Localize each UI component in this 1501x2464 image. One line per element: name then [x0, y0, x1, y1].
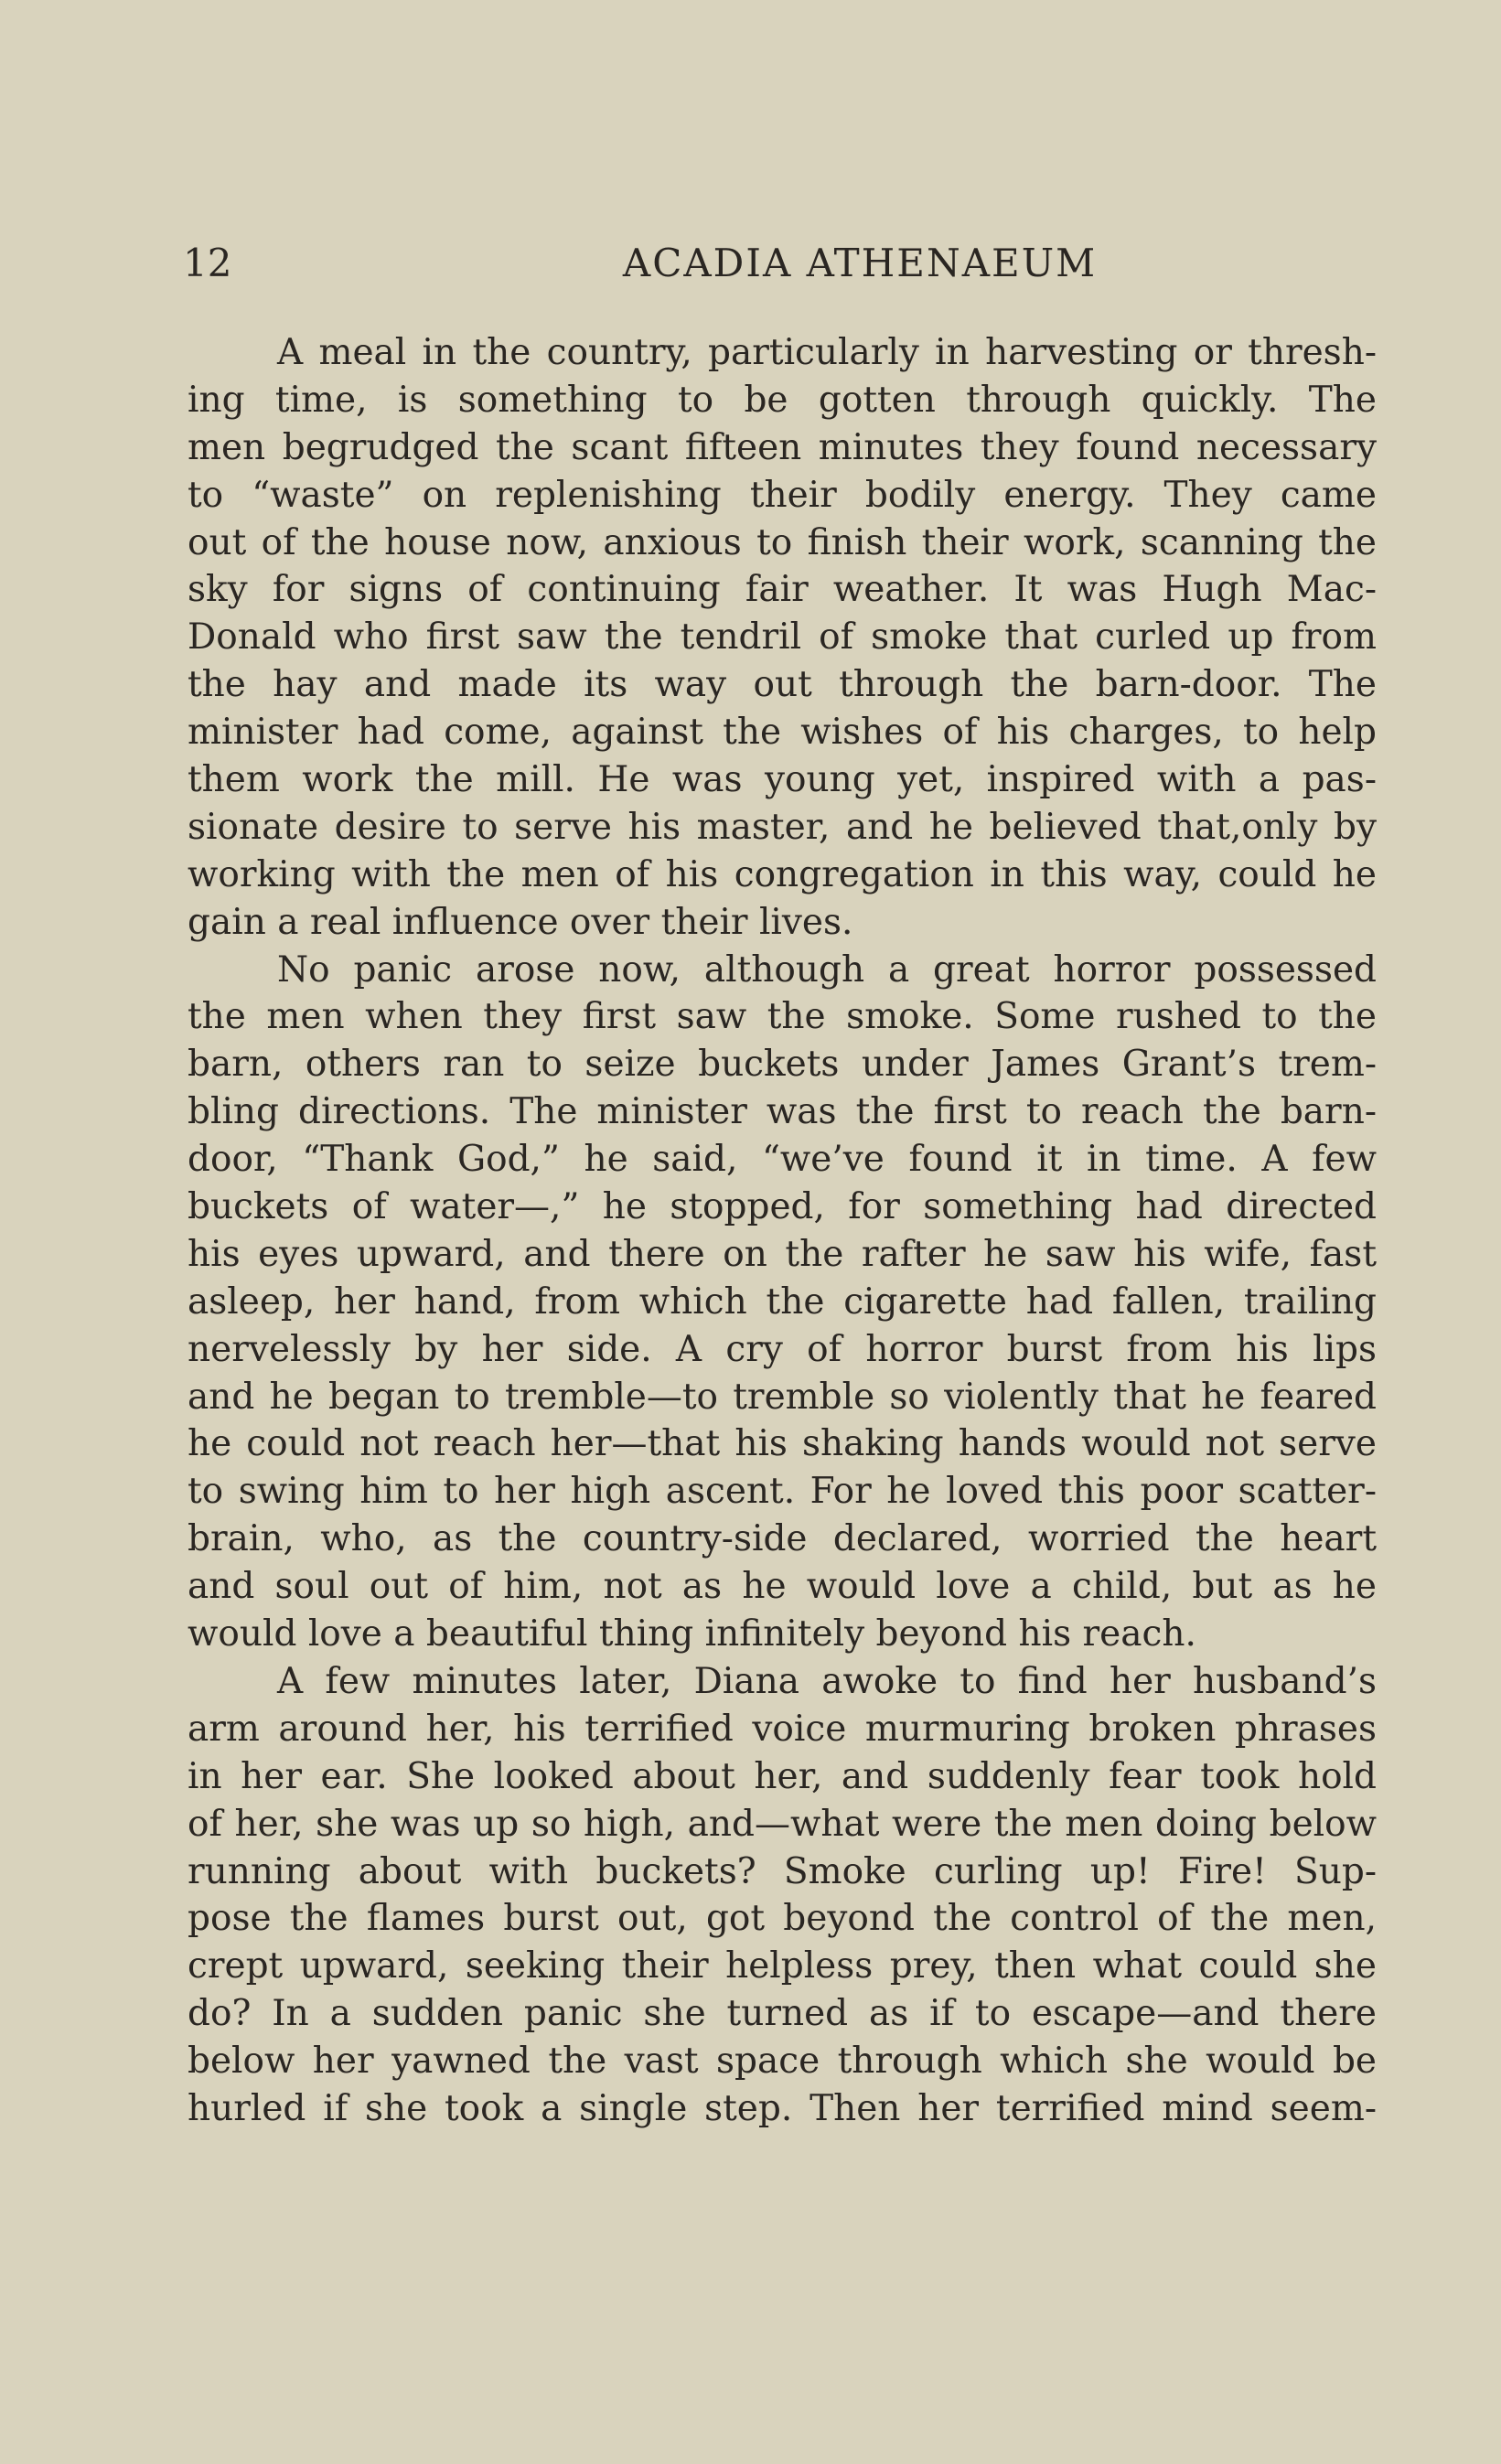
text-line: arm around her, his terrified voice murmuring broken phrases [188, 1708, 1377, 1750]
text-line: out of the house now, anxious to finish their work, scanning the [188, 521, 1377, 563]
text-line: the hay and made its way out through the barn-door. The [188, 664, 1377, 706]
running-title: ACADIA ATHENAEUM [622, 241, 1098, 285]
text-line: buckets of water—,” he stopped, for something had directed [188, 1186, 1377, 1228]
text-line: Donald who first saw the tendril of smoke that curled up from [188, 616, 1377, 659]
text-line: them work the mill. He was young yet, inspired with a pas- [188, 759, 1377, 801]
text-line: pose the flames burst out, got beyond the control of the men, [188, 1898, 1377, 1940]
text-line: do? In a sudden panic she turned as if to escape—and there [188, 1993, 1377, 2035]
text-line: below her yawned the vast space through which she would be [188, 2041, 1377, 2083]
text-line: sionate desire to serve his master, and he believed that,only by [188, 806, 1377, 848]
text-line: barn, others ran to seize buckets under James Grant’s trem- [188, 1044, 1377, 1086]
text-line: and soul out of him, not as he would love a child, but as he [188, 1566, 1377, 1608]
page-number: 12 [183, 241, 232, 285]
text-line: of her, she was up so high, and—what were the men doing below [188, 1803, 1377, 1845]
text-line: A few minutes later, Diana awoke to find her husband’s [277, 1660, 1377, 1702]
body-text [188, 329, 1377, 2133]
text-line: crept upward, seeking their helpless prey, then what could she [188, 1945, 1377, 1987]
text-line: he could not reach her—that his shaking hands would not serve [188, 1423, 1377, 1465]
text-line: No panic arose now, although a great horror possessed [277, 948, 1377, 991]
text-line: would love a beautiful thing infinitely beyond his reach. [188, 1613, 1196, 1655]
text-line: minister had come, against the wishes of his charges, to help [188, 712, 1377, 754]
text-line: running about with buckets? Smoke curling up! Fire! Sup- [188, 1850, 1377, 1892]
text-line: to “waste” on replenishing their bodily energy. They came [188, 474, 1377, 516]
text-line: A meal in the country, particularly in harvesting or thresh- [277, 332, 1377, 373]
text-line: in her ear. She looked about her, and suddenly fear took hold [188, 1755, 1377, 1797]
text-line: to swing him to her high ascent. For he loved this poor scatter- [188, 1471, 1377, 1513]
text-line: hurled if she took a single step. Then her terrified mind seem- [188, 2087, 1377, 2129]
text-line: nervelessly by her side. A cry of horror burst from his lips [188, 1328, 1377, 1370]
text-line: asleep, her hand, from which the cigarette had fallen, trailing [188, 1280, 1377, 1323]
text-line: bling directions. The minister was the first to reach the barn- [188, 1091, 1377, 1133]
text-line: the men when they first saw the smoke. Some rushed to the [188, 996, 1377, 1038]
text-line: door, “Thank God,” he said, “we’ve found it in time. A few [188, 1139, 1377, 1181]
page-header [183, 236, 1381, 291]
text-line: and he began to tremble—to tremble so violently that he feared [188, 1376, 1377, 1418]
text-line: sky for signs of continuing fair weather. It was Hugh Mac- [188, 569, 1377, 611]
text-line: working with the men of his congregation in this way, could he [188, 853, 1377, 895]
text-line: brain, who, as the country-side declared, worried the heart [188, 1518, 1377, 1560]
text-line: gain a real influence over their lives. [188, 901, 853, 943]
text-line: ing time, is something to be gotten through quickly. The [188, 379, 1377, 421]
text-line: men begrudged the scant fifteen minutes they found necessary [188, 426, 1377, 468]
text-line: his eyes upward, and there on the rafter he saw his wife, fast [188, 1233, 1377, 1275]
